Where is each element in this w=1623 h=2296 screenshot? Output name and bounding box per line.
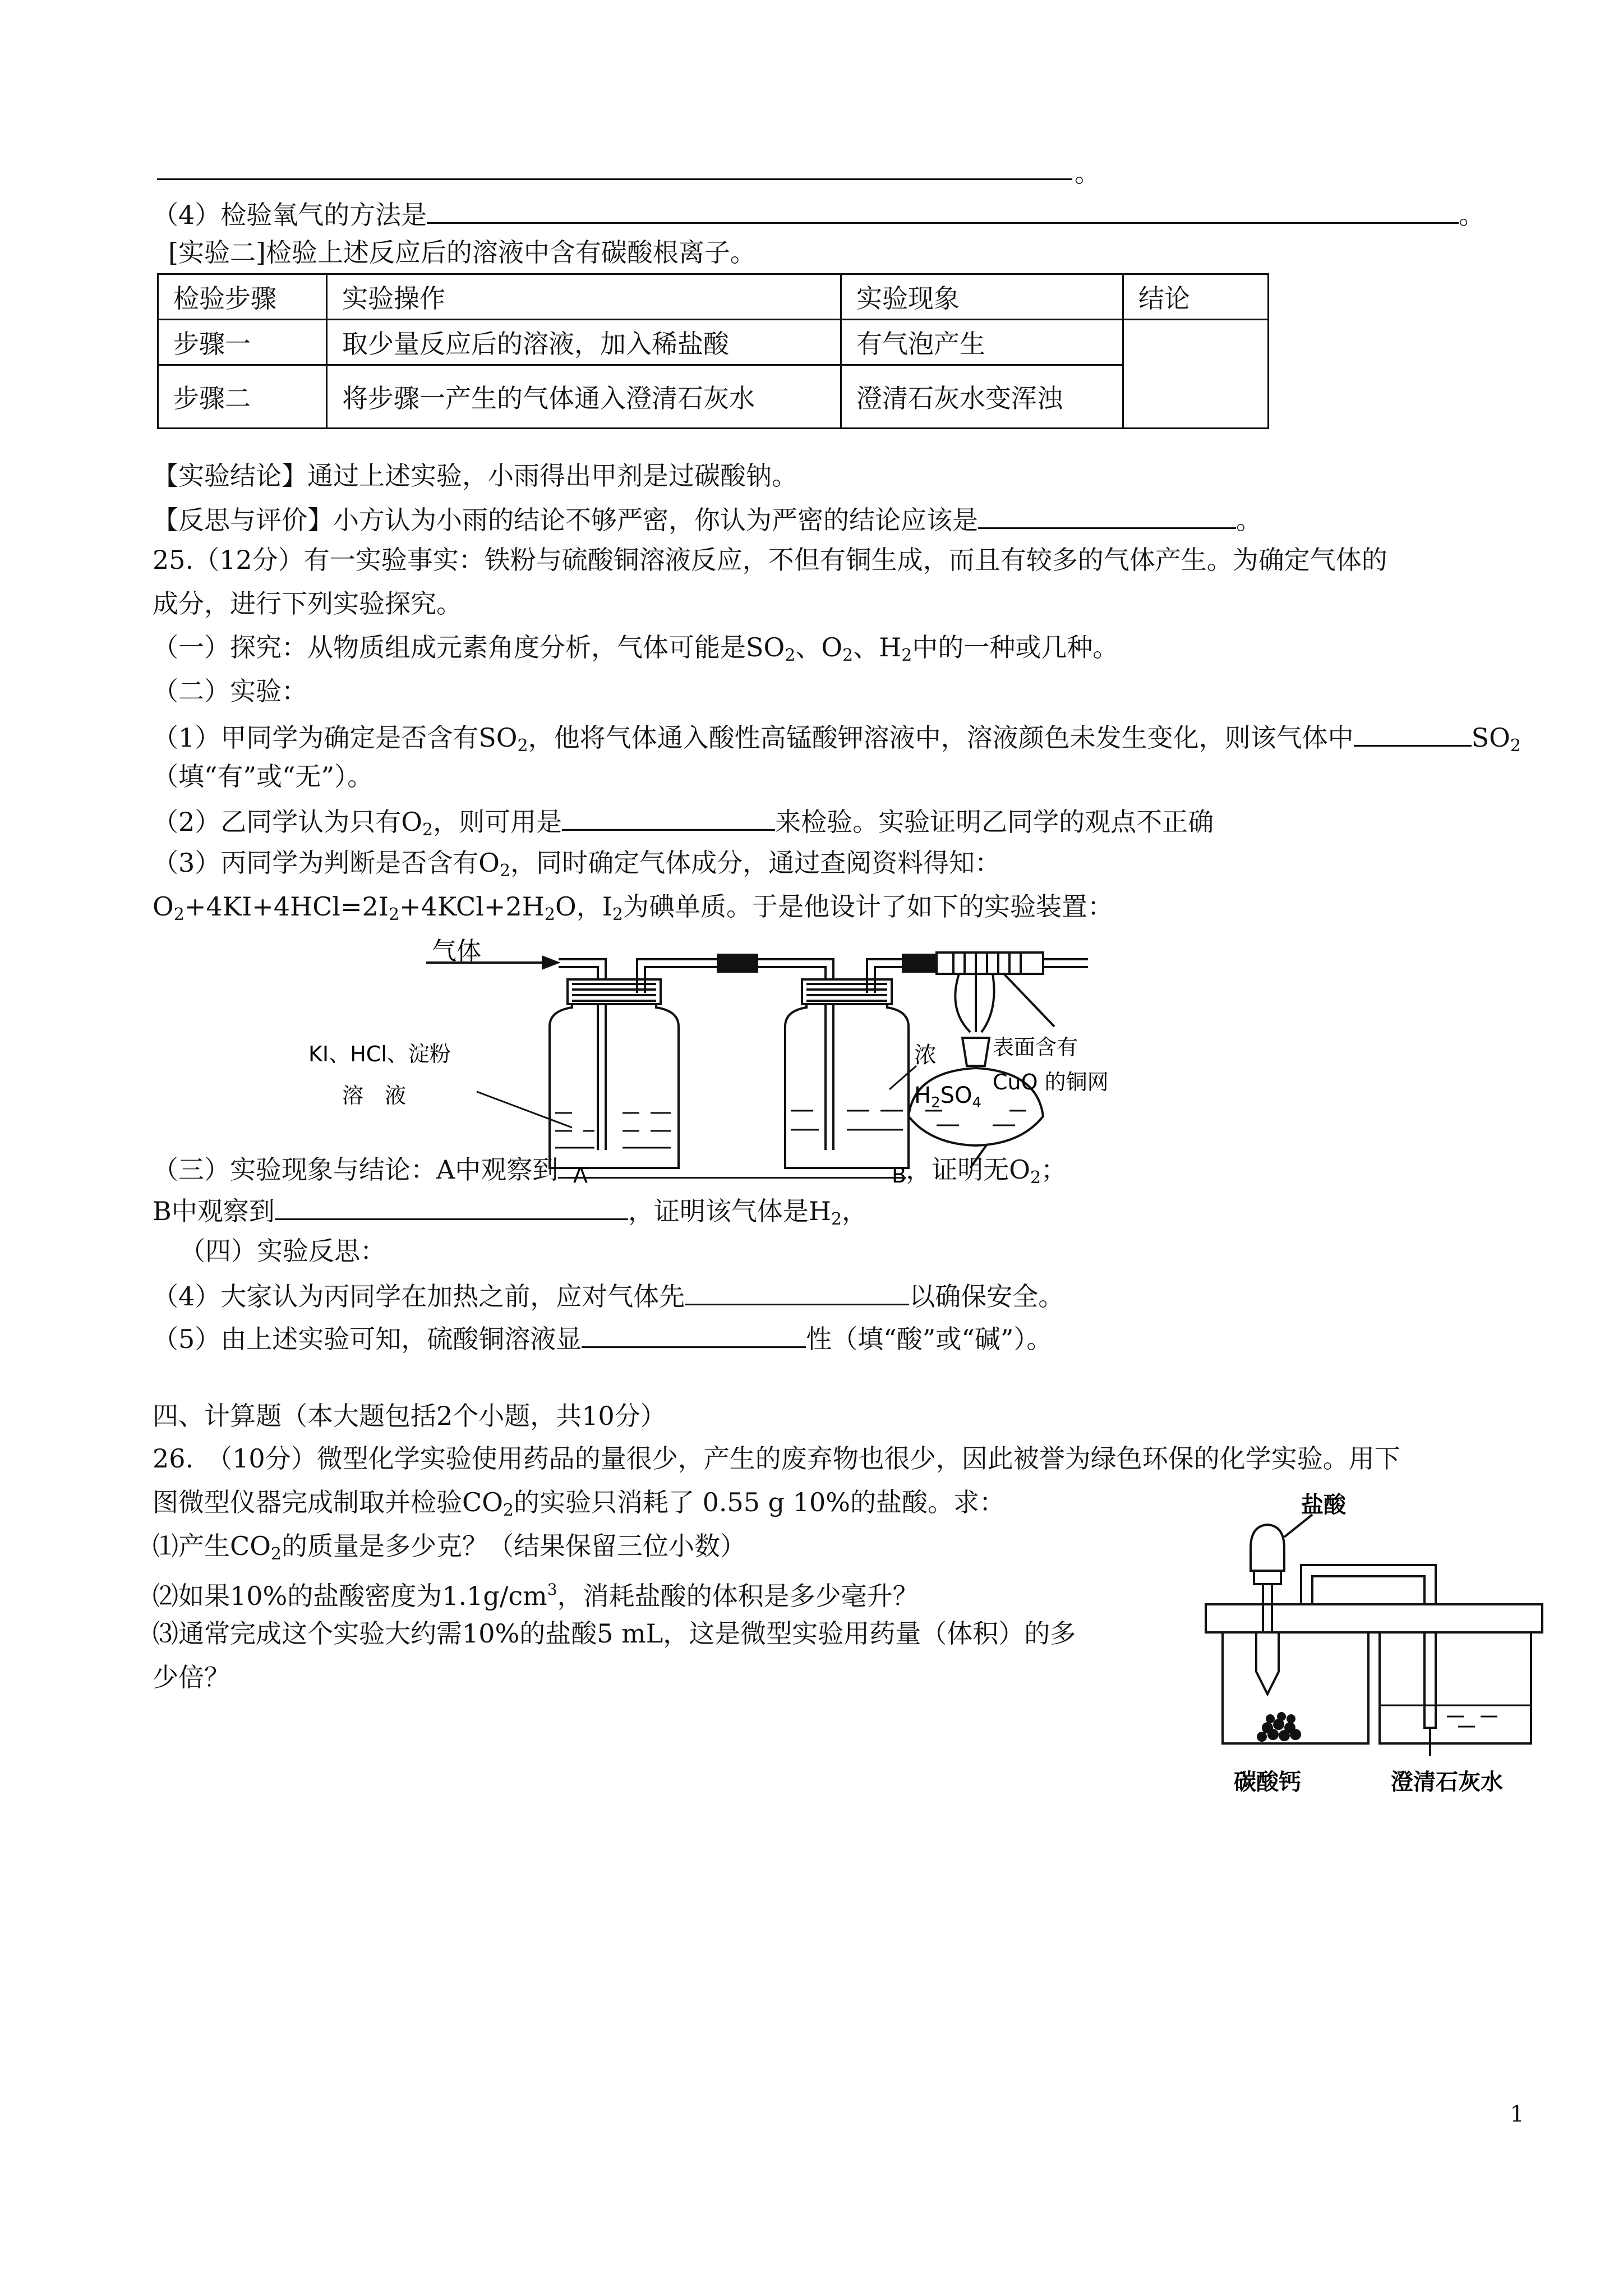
gas-test-apparatus-diagram	[292, 937, 1109, 1188]
experiment-table	[157, 273, 1269, 429]
chemical-equation: $O_2+4KI+4HCl=2I_2+4KCl+2H_2O$，$I_2$为碘单质。于是他设计了如下的实验装置：	[153, 891, 1113, 924]
reflection-section-title: （四）实验反思：	[179, 1236, 386, 1266]
question-25-part-2: （2）乙同学认为只有$O_2$，则可用是 来检验。实验证明乙同学的观点不正确	[153, 802, 1214, 847]
explore-section: （一）探究：从物质组成元素角度分析，气体可能是$SO_2$、$O_2$、$H_2$中的一种或几种。	[153, 632, 1119, 665]
question-25-intro-cont: 成分，进行下列实验探究。	[153, 588, 462, 619]
table-cell: 步骤二	[158, 365, 327, 429]
micro-apparatus-diagram	[1200, 1492, 1548, 1806]
answer-blank[interactable]	[562, 802, 775, 831]
table-header-row	[158, 274, 1269, 320]
question-25-part-1: （1）甲同学为确定是否含有$SO_2$，他将气体通入酸性高锰酸钾溶液中，溶液颜色未发生变化，则该气体中 $SO_2$	[153, 718, 1521, 763]
copper-mesh-label-line-2: CuO 的铜网	[993, 1070, 1109, 1094]
experiment-section-title: （二）实验：	[153, 676, 307, 706]
question-26-intro-cont: 图微型仪器完成制取并检验$CO_2$的实验只消耗了 0.55 g 10%的盐酸。求：	[153, 1487, 1005, 1520]
concentrated-label: 浓	[914, 1042, 937, 1068]
gas-label: 气体	[432, 937, 481, 965]
table-row	[158, 365, 1269, 429]
solution-label-line-1: KI、HCl、淀粉	[308, 1042, 451, 1066]
answer-blank[interactable]	[427, 195, 1459, 224]
answer-blank[interactable]	[582, 1319, 806, 1348]
solution-label-line-2: 溶 液	[342, 1083, 407, 1108]
calcium-carbonate-label: 碳酸钙	[1234, 1769, 1301, 1795]
table-header-cell: 实验操作	[327, 274, 841, 320]
question-25-part-5: （5）由上述实验可知，硫酸铜溶液显 性（填“酸”或“碱”）。	[153, 1319, 1052, 1356]
question-25-part-1-hint: （填“有”或“无”）。	[153, 761, 374, 792]
limewater-label: 澄清石灰水	[1391, 1769, 1503, 1795]
question-25-intro: 25.（12分）有一实验事实：铁粉与硫酸铜溶液反应，不但有铜生成，而且有较多的气体产生。为确定气体的	[153, 545, 1387, 575]
apparatus-a-label: A	[573, 1163, 588, 1188]
answer-blank[interactable]	[1354, 718, 1472, 747]
question-4-oxygen-test: （4）检验氧气的方法是 。	[153, 195, 1484, 232]
question-26-sub-2: ⑵如果10%的盐酸密度为$1.1g/cm^3$，消耗盐酸的体积是多少毫升？	[153, 1580, 919, 1611]
experiment-2-title: [实验二]检验上述反应后的溶液中含有碳酸根离子。	[168, 237, 756, 268]
sulfuric-acid-label: $H_2SO_4$	[914, 1083, 982, 1111]
table-header-cell: 结论	[1123, 274, 1269, 320]
question-25-part-4: （4）大家认为丙同学在加热之前，应对气体先 以确保安全。	[153, 1277, 1064, 1313]
table-cell: 将步骤一产生的气体通入澄清石灰水	[327, 365, 841, 429]
table-cell: 取少量反应后的溶液，加入稀盐酸	[327, 320, 841, 365]
apparatus-b-label: B	[892, 1163, 907, 1188]
question-26-sub-3-cont: 少倍？	[153, 1662, 230, 1692]
table-cell: 澄清石灰水变浑浊	[841, 365, 1123, 429]
period: 。	[1075, 158, 1100, 188]
result-b: B中观察到 ，证明该气体是$H_2$，	[153, 1191, 868, 1236]
answer-blank[interactable]	[685, 1277, 909, 1305]
table-row	[158, 320, 1269, 365]
answer-blank[interactable]	[978, 500, 1236, 529]
table-cell: 有气泡产生	[841, 320, 1123, 365]
table-header-cell: 实验现象	[841, 274, 1123, 320]
page-number: 1	[1510, 2101, 1524, 2127]
table-cell: 步骤一	[158, 320, 327, 365]
result-a: （三）实验现象与结论：A中观察到 ，证明无$O_2$；	[153, 1150, 1067, 1195]
experiment-conclusion: 【实验结论】通过上述实验，小雨得出甲剂是过碳酸钠。	[153, 461, 797, 491]
section-4-title: 四、计算题（本大题包括2个小题，共10分）	[153, 1401, 666, 1431]
hydrochloric-acid-label: 盐酸	[1301, 1492, 1346, 1518]
table-header-cell: 检验步骤	[158, 274, 327, 320]
question-25-part-3: （3）丙同学为判断是否含有$O_2$，同时确定气体成分，通过查阅资料得知：	[153, 848, 1001, 881]
reflection-evaluation: 【反思与评价】小方认为小雨的结论不够严密，你认为严密的结论应该是 。	[153, 500, 1262, 537]
question-26-sub-3: ⑶通常完成这个实验大约需10%的盐酸5 mL，这是微型实验用药量（体积）的多	[153, 1618, 1076, 1649]
conclusion-answer-cell[interactable]	[1123, 320, 1269, 429]
question-26-sub-1: ⑴产生$CO_2$的质量是多少克？（结果保留三位小数）	[153, 1531, 746, 1564]
answer-blank[interactable]	[275, 1191, 628, 1220]
question-26-intro: 26. （10分）微型化学实验使用药品的量很少，产生的废弃物也很少，因此被誉为绿色环保的化学实验。用下	[153, 1443, 1400, 1474]
answer-line-top	[157, 178, 1072, 180]
copper-mesh-label-line-1: 表面含有	[993, 1035, 1078, 1060]
answer-blank[interactable]	[558, 1150, 906, 1179]
